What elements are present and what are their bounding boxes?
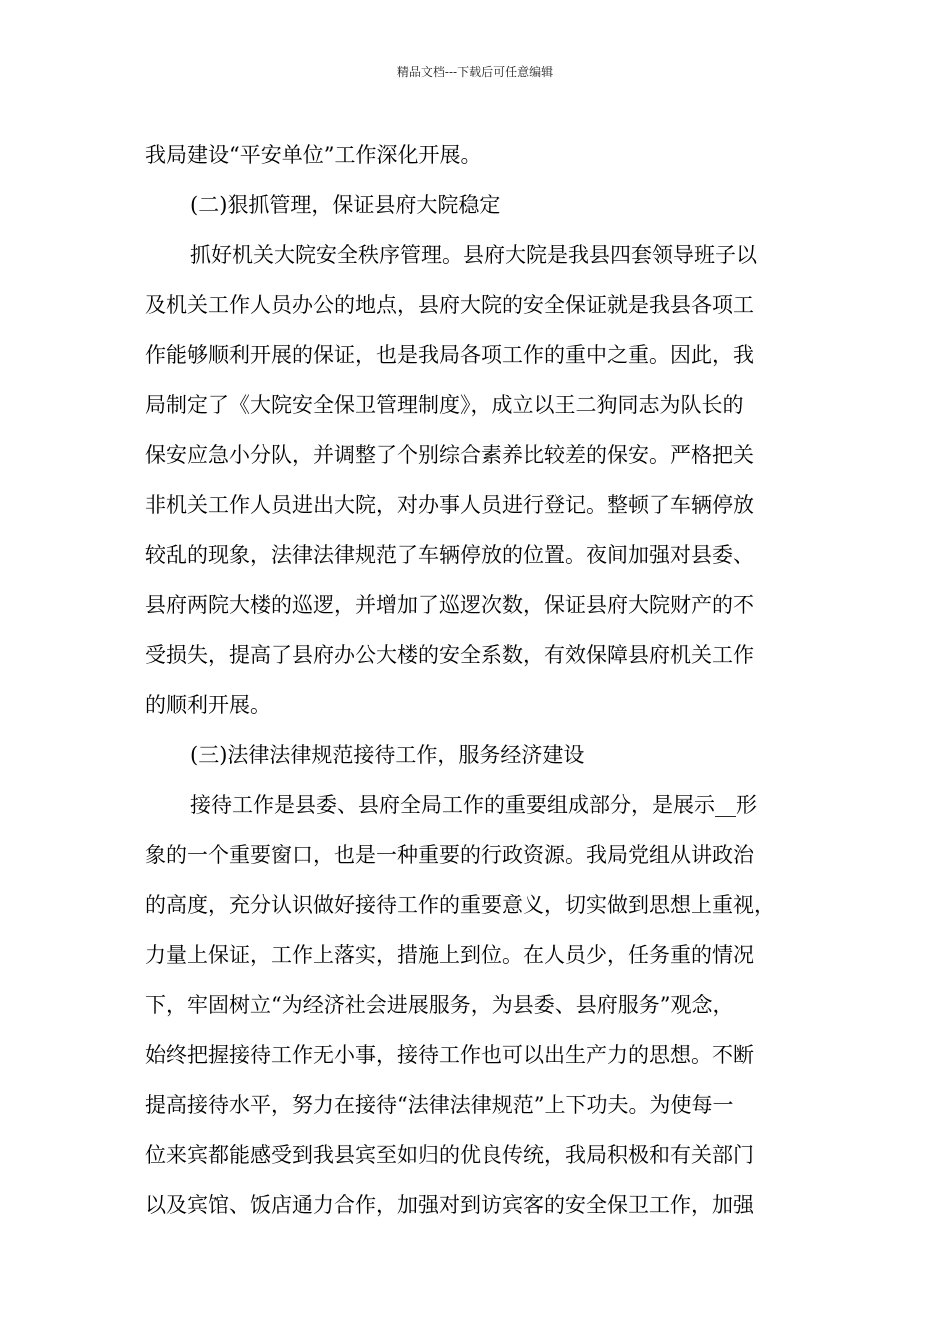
text-line: 保安应急小分队，并调整了个别综合素养比较差的保安。严格把关 [145,443,754,467]
text-line: 以及宾馆、饭店通力合作，加强对到访宾客的安全保卫工作，加强 [145,1193,754,1217]
document-body [145,130,813,1230]
text-line: 象的一个重要窗口，也是一种重要的行政资源。我局党组从讲政治 [145,843,754,867]
text-line: 我局建设“平安单位”工作深化开展。 [145,143,482,167]
text-line: 下，牢固树立“为经济社会进展服务，为县委、县府服务”观念， [145,993,734,1017]
text-line: 位来宾都能感受到我县宾至如归的优良传统，我局积极和有关部门 [145,1143,754,1167]
text-line: 县府两院大楼的巡逻，并增加了巡逻次数，保证县府大院财产的不 [145,593,754,617]
body-text [145,130,813,1230]
text-line: 受损失，提高了县府办公大楼的安全系数，有效保障县府机关工作 [145,643,754,667]
text-line: 局制定了《大院安全保卫管理制度》，成立以王二狗同志为队长的 [145,393,744,417]
text-line: 力量上保证，工作上落实，措施上到位。在人员少，任务重的情况 [145,943,754,967]
text-line: 非机关工作人员进出大院，对办事人员进行登记。整顿了车辆停放 [145,493,754,517]
text-line: 作能够顺利开展的保证，也是我局各项工作的重中之重。因此，我 [145,343,754,367]
text-line: 提高接待水平，努力在接待“法律法律规范”上下功夫。为使每一 [145,1093,734,1117]
page-header: 精品文档---下载后可任意编辑 [396,65,554,79]
text-line: 接待工作是县委、县府全局工作的重要组成部分，是展示__形 [190,793,757,817]
text-line: 抓好机关大院安全秩序管理。县府大院是我县四套领导班子以 [190,243,757,267]
text-line: 较乱的现象，法律法律规范了车辆停放的位置。夜间加强对县委、 [145,543,754,567]
text-line: 始终把握接待工作无小事，接待工作也可以出生产力的思想。不断 [145,1043,754,1067]
text-line: 及机关工作人员办公的地点，县府大院的安全保证就是我县各项工 [145,293,754,317]
text-line: (二)狠抓管理，保证县府大院稳定 [190,193,501,217]
text-line: (三)法律法律规范接待工作，服务经济建设 [190,743,585,767]
text-line: 的高度，充分认识做好接待工作的重要意义，切实做到思想上重视， [145,893,775,917]
text-line: 的顺利开展。 [145,693,271,717]
